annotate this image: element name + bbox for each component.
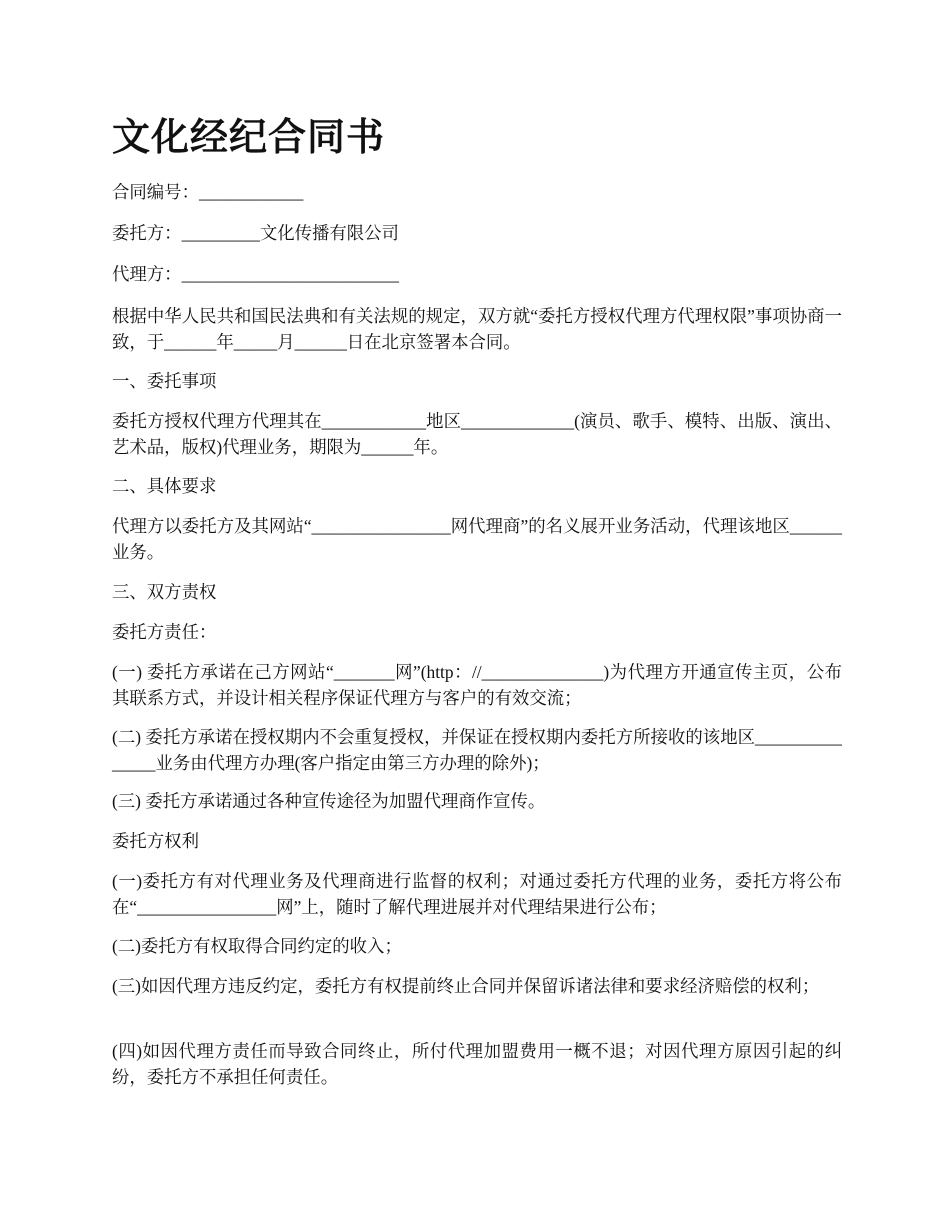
principal-duties-heading: 委托方责任： [112,622,217,642]
document-title: 文化经纪合同书 [112,115,386,159]
principal-right-2: (二)委托方有权取得合同约定的收入； [112,936,402,956]
contract-number-line: 合同编号：____________ [112,182,304,202]
section-heading-specific-requirements: 二、具体要求 [112,476,217,496]
principal-right-3: (三)如因代理方违反约定，委托方有权提前终止合同并保留诉诸法律和要求经济赔偿的权利； [112,976,820,996]
principal-duty-2: (二) 委托方承诺在授权期内不会重复授权，并保证在授权期内委托方所接收的该地区_______________业务由代理方办理(客户指定由第三方办理的除外)； [112,727,842,773]
agent-party-line: 代理方：_________________________ [112,264,399,284]
principal-rights-heading: 委托方权利 [112,831,199,851]
preamble-paragraph: 根据中华人民共和国民法典和有关法规的规定，双方就“委托方授权代理方代理权限”事项协商一致，于______年_____月______日在北京签署本合同。 [112,306,842,352]
section-heading-entrusted-matters: 一、委托事项 [112,371,217,391]
principal-party-line: 委托方：_________文化传播有限公司 [112,223,399,243]
principal-duty-1: (一) 委托方承诺在己方网站“_______网”(http：//______________)为代理方开通宣传主页，公布其联系方式，并设计相关程序保证代理方与客户的有效交流； [112,662,842,708]
section-heading-rights-duties: 三、双方责权 [112,582,217,602]
specific-requirements-paragraph: 代理方以委托方及其网站“________________网代理商”的名义展开业务活动，代理该地区______业务。 [112,516,842,562]
principal-right-4: (四)如因代理方责任而导致合同终止，所付代理加盟费用一概不退；对因代理方原因引起的纠纷，委托方不承担任何责任。 [112,1041,842,1087]
entrusted-matters-paragraph: 委托方授权代理方代理其在____________地区_____________(演员、歌手、模特、出版、演出、艺术品，版权)代理业务，期限为______年。 [112,411,842,457]
principal-duty-3: (三) 委托方承诺通过各种宣传途径为加盟代理商作宣传。 [112,791,546,811]
principal-right-1: (一)委托方有对代理业务及代理商进行监督的权利；对通过委托方代理的业务，委托方将公布在“________________网”上，随时了解代理进展并对代理结果进行公布； [112,871,842,917]
